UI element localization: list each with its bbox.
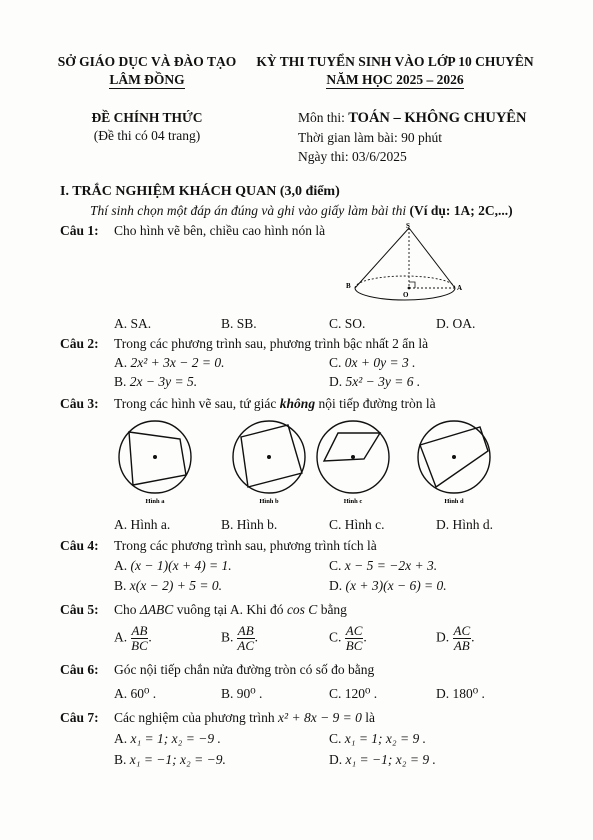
fraction: $\frac{AC}{AB}$: [453, 623, 471, 653]
q5-option-c[interactable]: C. $\frac{AC}{BC}$ .: [329, 623, 367, 653]
q4-option-a[interactable]: A. (x − 1)(x + 4) = 1.: [114, 558, 232, 573]
q4-label: Câu 4:: [60, 538, 99, 553]
q7-text: Các nghiệm của phương trình x² + 8x − 9 = 0 là: [114, 710, 376, 725]
q6-text: Góc nội tiếp chắn nửa đường tròn có số đo bằng: [114, 662, 375, 677]
q4-option-c[interactable]: C. x − 5 = −2x + 3.: [329, 558, 438, 573]
q7-option-d[interactable]: D. x₁ = −1; x₂ = 9 .: [329, 752, 436, 767]
q6-option-d[interactable]: D. 180⁰ .: [436, 686, 485, 701]
caption-c: Hình c: [343, 498, 363, 505]
cone-label-s: S: [406, 222, 410, 230]
q7-option-a[interactable]: A. x₁ = 1; x₂ = −9 .: [114, 731, 221, 746]
pages-note: (Đề thi có 04 trang): [93, 128, 201, 143]
q1-text: Cho hình vẽ bên, chiều cao hình nón là: [114, 223, 326, 238]
q2-option-a[interactable]: A. 2x² + 3x − 2 = 0.: [114, 355, 225, 370]
fraction: $\frac{AB}{BC}$: [131, 623, 148, 653]
official-label: ĐỀ CHÍNH THỨC: [91, 110, 203, 125]
q6-option-c[interactable]: C. 120⁰ .: [329, 686, 378, 701]
q6-option-b[interactable]: B. 90⁰ .: [221, 686, 263, 701]
cone-label-b: B: [346, 282, 351, 290]
q7-option-c[interactable]: C. x₁ = 1; x₂ = 9 .: [329, 731, 426, 746]
q4-option-b[interactable]: B. x(x − 2) + 5 = 0.: [114, 578, 222, 593]
subject-line: Môn thi: TOÁN – KHÔNG CHUYÊN: [298, 110, 527, 126]
q1-label: Câu 1:: [60, 223, 99, 238]
q3-option-a[interactable]: A. Hình a.: [114, 517, 171, 532]
section-title: I. TRẮC NGHIỆM KHÁCH QUAN (3,0 điểm): [60, 184, 340, 199]
caption-d: Hình d: [444, 498, 464, 505]
figure-c: [317, 421, 389, 505]
q2-option-b[interactable]: B. 2x − 3y = 5.: [114, 374, 198, 389]
q1-option-b[interactable]: B. SB.: [221, 316, 257, 331]
figure-d: [418, 421, 490, 505]
section-instruction: Thí sinh chọn một đáp án đúng và ghi vào giấy làm bài thi (Ví dụ: 1A; 2C,...): [90, 203, 513, 218]
q3-label: Câu 3:: [60, 396, 99, 411]
quadrilateral-figures: [110, 415, 520, 515]
figure-b: [233, 421, 305, 505]
cone-label-a: A: [457, 284, 463, 292]
fraction: $\frac{AC}{BC}$: [345, 623, 363, 653]
q4-text: Trong các phương trình sau, phương trình tích là: [114, 538, 377, 553]
q6-label: Câu 6:: [60, 662, 99, 677]
date-line: Ngày thi: 03/6/2025: [298, 149, 407, 164]
q3-option-c[interactable]: C. Hình c.: [329, 517, 385, 532]
q6-option-a[interactable]: A. 60⁰ .: [114, 686, 157, 701]
province-name: LÂM ĐỒNG: [109, 72, 185, 87]
q1-option-a[interactable]: A. SA.: [114, 316, 152, 331]
q5-option-a[interactable]: A. $\frac{AB}{BC}$ .: [114, 623, 152, 653]
q2-text: Trong các phương trình sau, phương trình bậc nhất 2 ẩn là: [114, 336, 429, 351]
exam-title: KỲ THI TUYỂN SINH VÀO LỚP 10 CHUYÊN: [256, 54, 534, 69]
q3-option-b[interactable]: B. Hình b.: [221, 517, 278, 532]
q2-option-d[interactable]: D. 5x² − 3y = 6 .: [329, 374, 421, 389]
fraction: $\frac{AB}{AC}$: [237, 623, 255, 653]
caption-a: Hình a: [145, 498, 165, 505]
q5-text: Cho ΔABC vuông tại A. Khi đó cos C bằng: [114, 602, 347, 617]
q5-option-b[interactable]: B. $\frac{AB}{AC}$ .: [221, 623, 259, 653]
caption-b: Hình b: [259, 498, 279, 505]
q2-label: Câu 2:: [60, 336, 99, 351]
q1-option-c[interactable]: C. SO.: [329, 316, 366, 331]
q1-option-d[interactable]: D. OA.: [436, 316, 476, 331]
q2-option-c[interactable]: C. 0x + 0y = 3 .: [329, 355, 416, 370]
q7-label: Câu 7:: [60, 710, 99, 725]
q3-text: Trong các hình vẽ sau, tứ giác không nội tiếp đường tròn là: [114, 396, 436, 411]
cone-label-o: O: [403, 291, 409, 299]
school-year: NĂM HỌC 2025 – 2026: [326, 72, 464, 87]
figure-a: [119, 421, 191, 505]
q3-option-d[interactable]: D. Hình d.: [436, 517, 493, 532]
time-line: Thời gian làm bài: 90 phút: [298, 130, 442, 145]
cone-figure: [345, 222, 475, 304]
q5-label: Câu 5:: [60, 602, 99, 617]
q4-option-d[interactable]: D. (x + 3)(x − 6) = 0.: [329, 578, 447, 593]
q5-option-d[interactable]: D. $\frac{AC}{AB}$ .: [436, 623, 475, 653]
q7-option-b[interactable]: B. x₁ = −1; x₂ = −9.: [114, 752, 226, 767]
department-name: SỞ GIÁO DỤC VÀ ĐÀO TẠO: [57, 54, 237, 69]
